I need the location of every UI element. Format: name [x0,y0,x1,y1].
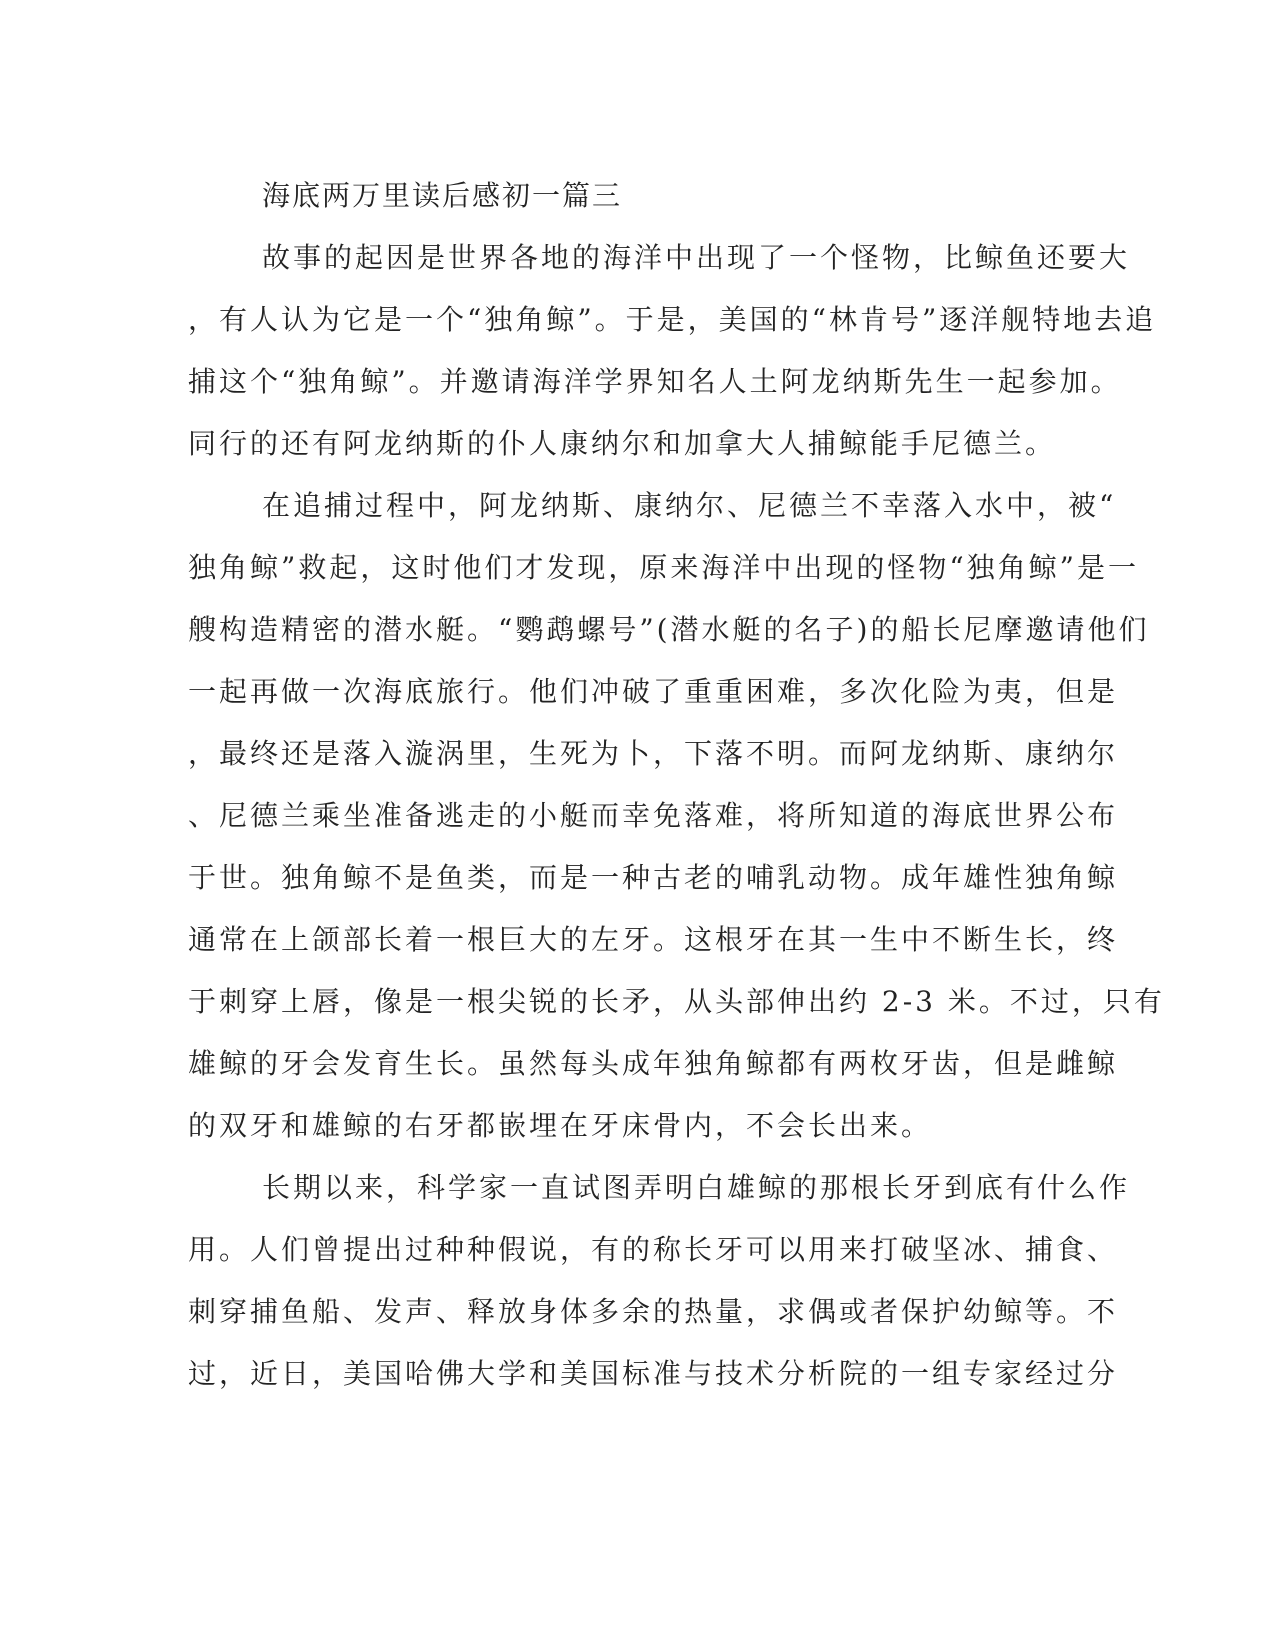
paragraph-line: 长期以来，科学家一直试图弄明白雄鲸的那根长牙到底有什么作 [262,1171,1131,1204]
paragraph-line: 用。人们曾提出过种种假说，有的称长牙可以用来打破坚冰、捕食、 [188,1233,1119,1266]
document-body [188,165,1165,1405]
paragraph-3 [188,1157,1131,1405]
paragraph-line: 于刺穿上唇，像是一根尖锐的长矛，从头部伸出约 2-3 米。不过，只有 [188,985,1165,1018]
paragraph-line: 、尼德兰乘坐准备逃走的小艇而幸免落难，将所知道的海底世界公布 [188,799,1119,832]
paragraph-line: 一起再做一次海底旅行。他们冲破了重重困难，多次化险为夷，但是 [188,675,1119,708]
document-title: 海底两万里读后感初一篇三 [262,179,623,212]
paragraph-line: 过，近日，美国哈佛大学和美国标准与技术分析院的一组专家经过分 [188,1357,1119,1390]
paragraph-line: ，最终还是落入漩涡里，生死为卜，下落不明。而阿龙纳斯、康纳尔 [188,737,1119,770]
paragraph-line: 刺穿捕鱼船、发声、释放身体多余的热量，求偶或者保护幼鲸等。不 [188,1295,1119,1328]
paragraph-line: 独角鲸”救起，这时他们才发现，原来海洋中出现的怪物“独角鲸”是一 [188,551,1139,584]
paragraph-line: 雄鲸的牙会发育生长。虽然每头成年独角鲸都有两枚牙齿，但是雌鲸 [188,1047,1119,1080]
paragraph-line: 通常在上颌部长着一根巨大的左牙。这根牙在其一生中不断生长，终 [188,923,1119,956]
paragraph-line: 捕这个“独角鲸”。并邀请海洋学界知名人土阿龙纳斯先生一起参加。 [188,365,1122,398]
paragraph-line: 同行的还有阿龙纳斯的仆人康纳尔和加拿大人捕鲸能手尼德兰。 [188,427,1057,460]
paragraph-line: 艘构造精密的潜水艇。“鹦鹉螺号”(潜水艇的名子)的船长尼摩邀请他们 [188,613,1150,646]
paragraph-2 [188,475,1165,1157]
paragraph-line: 在追捕过程中，阿龙纳斯、康纳尔、尼德兰不幸落入水中，被“ [262,489,1117,522]
paragraph-1 [188,227,1157,475]
paragraph-line: 的双牙和雄鲸的右牙都嵌埋在牙床骨内，不会长出来。 [188,1109,933,1142]
paragraph-line: 故事的起因是世界各地的海洋中出现了一个怪物，比鲸鱼还要大 [262,241,1131,274]
paragraph-line: ，有人认为它是一个“独角鲸”。于是，美国的“林肯号”逐洋舰特地去追 [188,303,1157,336]
paragraph-line: 于世。独角鲸不是鱼类，而是一种古老的哺乳动物。成年雄性独角鲸 [188,861,1119,894]
